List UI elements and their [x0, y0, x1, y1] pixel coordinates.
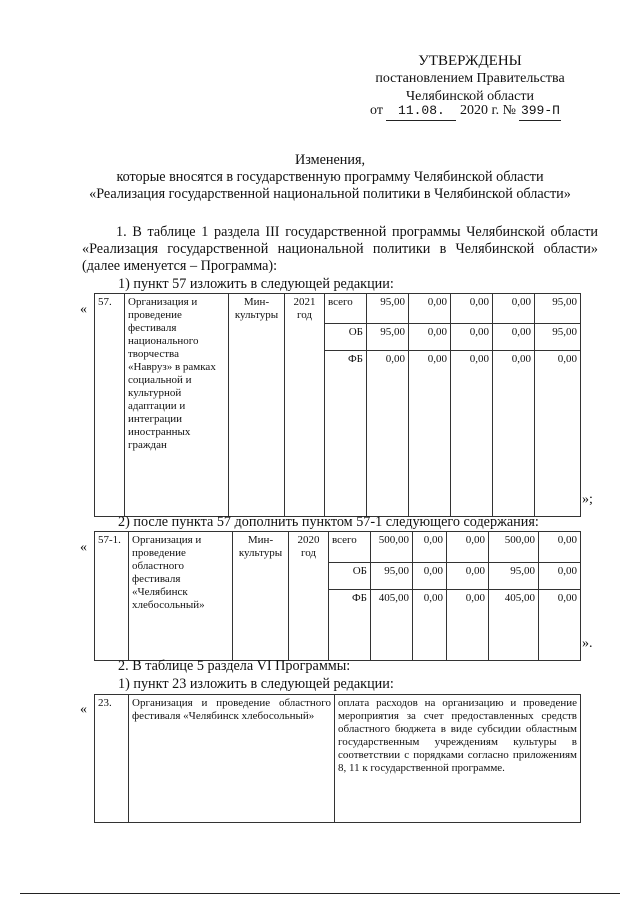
value: 0,00	[539, 532, 581, 563]
source: всего	[329, 532, 371, 563]
value: 95,00	[367, 324, 409, 351]
value: 95,00	[489, 563, 539, 590]
value: 500,00	[489, 532, 539, 563]
value: 95,00	[371, 563, 413, 590]
executor: Мин-культуры	[233, 532, 289, 661]
approval-title: УТВЕРЖДЕНЫ	[418, 53, 522, 69]
value: 0,00	[413, 532, 447, 563]
item-1-1: 1) пункт 57 изложить в следующей редакции:	[118, 276, 394, 292]
open-quote: «	[80, 540, 87, 555]
approval-block	[360, 52, 580, 106]
value: 0,00	[451, 324, 493, 351]
table-row	[95, 695, 581, 823]
heading-line3: «Реализация государственной национальной политики в Челябинской области»	[89, 186, 571, 202]
event-name: Организация и проведение областного фестиваля «Челябинск хлебосольный»	[129, 695, 335, 823]
value: 0,00	[409, 351, 451, 517]
heading-line2: которые вносятся в государственную программу Челябинской области	[116, 169, 544, 185]
heading-line1: Изменения,	[294, 152, 366, 168]
approval-date-line	[370, 102, 590, 121]
close-quote: »;	[582, 492, 593, 507]
value: 0,00	[451, 294, 493, 324]
value: 405,00	[371, 590, 413, 661]
approval-line2: Челябинской области	[406, 89, 534, 104]
source: ФБ	[329, 590, 371, 661]
row-number: 57.	[95, 294, 125, 517]
value: 500,00	[371, 532, 413, 563]
date-value: 11.08.	[386, 102, 456, 121]
row-number: 23.	[95, 695, 129, 823]
executor: Мин-культуры	[229, 294, 285, 517]
source: ОБ	[329, 563, 371, 590]
table-row	[95, 294, 581, 324]
source: ОБ	[325, 324, 367, 351]
value: 0,00	[493, 294, 535, 324]
table-row	[95, 532, 581, 563]
table-3	[94, 694, 581, 823]
value: 95,00	[367, 294, 409, 324]
value: 95,00	[535, 294, 581, 324]
approval-line1: постановлением Правительства	[375, 71, 565, 86]
open-quote: «	[80, 702, 87, 717]
year-text: 2020 г. №	[459, 103, 516, 118]
paragraph-1: 1. В таблице 1 раздела III государственной программы Челябинской области «Реализация государственной национальной политики в Челябинской области» (далее именуется – Программа):	[82, 224, 598, 274]
value: 0,00	[451, 351, 493, 517]
value: 0,00	[535, 351, 581, 517]
item-2-1: 1) пункт 23 изложить в следующей редакции:	[118, 676, 394, 692]
year: 2021 год	[285, 294, 325, 517]
value: 0,00	[493, 324, 535, 351]
value: 0,00	[493, 351, 535, 517]
value: 95,00	[535, 324, 581, 351]
event-name: Организация и проведение областного фестиваля «Челябинск хлебосольный»	[129, 532, 233, 661]
year: 2020 год	[289, 532, 329, 661]
value: 0,00	[409, 324, 451, 351]
paragraph-2: 2. В таблице 5 раздела VI Программы:	[118, 658, 351, 674]
value: 0,00	[413, 590, 447, 661]
table-1	[94, 293, 581, 517]
table-2	[94, 531, 581, 661]
page-bottom-rule	[20, 893, 620, 894]
value: 0,00	[447, 532, 489, 563]
event-description: оплата расходов на организацию и проведение мероприятия за счет предоставленных средств областного бюджета в виде субсидии областным государственным учреждениям культуры в соответствии с порядками согласно приложениям 8, 11 к государственной программе.	[335, 695, 581, 823]
source: ФБ	[325, 351, 367, 517]
event-name: Организация и проведение фестиваля национального творчества «Навруз» в рамках социальной и культурной адаптации и интеграции иностранных граждан	[125, 294, 229, 517]
heading	[60, 152, 600, 203]
value: 0,00	[539, 563, 581, 590]
value: 0,00	[367, 351, 409, 517]
value: 0,00	[409, 294, 451, 324]
doc-number: 399-П	[519, 102, 561, 121]
value: 0,00	[413, 563, 447, 590]
value: 0,00	[447, 590, 489, 661]
value: 0,00	[539, 590, 581, 661]
row-number: 57-1.	[95, 532, 129, 661]
source: всего	[325, 294, 367, 324]
value: 405,00	[489, 590, 539, 661]
value: 0,00	[447, 563, 489, 590]
close-quote: ».	[582, 636, 593, 651]
item-1-2: 2) после пункта 57 дополнить пунктом 57-1 следующего содержания:	[118, 514, 539, 530]
date-prefix: от	[370, 103, 383, 118]
open-quote: «	[80, 302, 87, 317]
